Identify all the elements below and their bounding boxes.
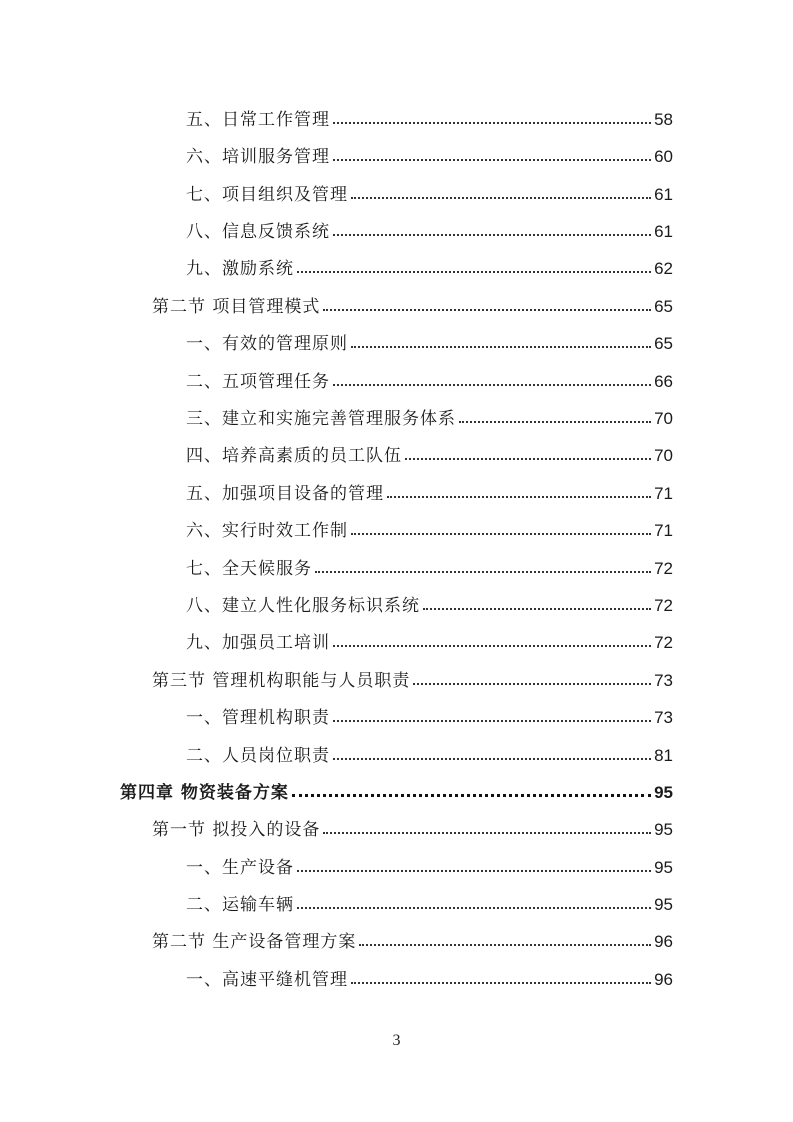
- toc-entry-title: 三、建立和实施完善管理服务体系: [186, 409, 456, 429]
- toc-dot-leader: [297, 870, 651, 872]
- toc-entry-title: 五、加强项目设备的管理: [186, 484, 384, 504]
- toc-dot-leader: [297, 907, 651, 909]
- toc-entry-title: 一、高速平缝机管理: [186, 970, 348, 990]
- toc-entry-page: 66: [654, 372, 673, 391]
- toc-entry-title: 七、项目组织及管理: [186, 185, 348, 205]
- toc-entry-title: 六、培训服务管理: [186, 147, 330, 167]
- toc-entry[interactable]: [186, 137, 673, 167]
- toc-entry-page: 95: [654, 783, 673, 802]
- toc-dot-leader: [333, 122, 651, 124]
- toc-entry-page: 96: [654, 932, 673, 951]
- toc-entry-title: 第二节 生产设备管理方案: [152, 932, 357, 952]
- toc-entry-page: 72: [654, 596, 673, 615]
- toc-entry-title: 六、实行时效工作制: [186, 521, 348, 541]
- toc-section-entry[interactable]: [152, 922, 673, 952]
- toc-entry[interactable]: [186, 511, 673, 541]
- toc-entry[interactable]: [186, 399, 673, 429]
- toc-section-entry[interactable]: [152, 287, 673, 317]
- toc-entry-page: 62: [654, 259, 673, 278]
- toc-dot-leader: [351, 197, 651, 199]
- toc-entry-page: 61: [654, 185, 673, 204]
- toc-entry-title: 第二节 项目管理模式: [152, 297, 321, 317]
- toc-entry-page: 71: [654, 521, 673, 540]
- toc-entry-title: 八、建立人性化服务标识系统: [186, 596, 420, 616]
- toc-dot-leader: [333, 720, 651, 722]
- toc-dot-leader: [413, 683, 651, 685]
- toc-entry[interactable]: [186, 249, 673, 279]
- toc-entry-page: 95: [654, 895, 673, 914]
- toc-entry-title: 二、人员岗位职责: [186, 746, 330, 766]
- toc-entry-title: 第一节 拟投入的设备: [152, 820, 321, 840]
- page-number: 3: [392, 1032, 401, 1049]
- toc-dot-leader: [351, 982, 651, 984]
- toc-entry-page: 60: [654, 147, 673, 166]
- toc-entry[interactable]: [186, 436, 673, 466]
- toc-dot-leader: [387, 496, 651, 498]
- toc-entry[interactable]: [186, 586, 673, 616]
- toc-entry-page: 70: [654, 409, 673, 428]
- toc-entry-title: 五、日常工作管理: [186, 110, 330, 130]
- toc-dot-leader: [459, 421, 651, 423]
- toc-dot-leader: [315, 571, 651, 573]
- toc-entry-page: 61: [654, 222, 673, 241]
- toc-entry[interactable]: [186, 885, 673, 915]
- toc-entry-title: 一、管理机构职责: [186, 708, 330, 728]
- toc-entry-page: 65: [654, 297, 673, 316]
- toc-entry[interactable]: [186, 362, 673, 392]
- toc-entry-title: 九、激励系统: [186, 259, 294, 279]
- toc-dot-leader: [323, 309, 651, 311]
- toc-entry[interactable]: [186, 848, 673, 878]
- toc-dot-leader: [333, 384, 651, 386]
- toc-entry-title: 二、五项管理任务: [186, 372, 330, 392]
- toc-entry-page: 73: [654, 708, 673, 727]
- toc-dot-leader: [351, 346, 651, 348]
- toc-entry-page: 71: [654, 484, 673, 503]
- toc-entry[interactable]: [186, 698, 673, 728]
- toc-entry-title: 一、生产设备: [186, 858, 294, 878]
- toc-dot-leader: [333, 645, 651, 647]
- toc-dot-leader: [359, 944, 651, 946]
- toc-entry-title: 第四章 物资装备方案: [120, 783, 289, 803]
- toc-entry-title: 四、培养高素质的员工队伍: [186, 446, 402, 466]
- toc-entry-page: 65: [654, 334, 673, 353]
- toc-entry-page: 72: [654, 633, 673, 652]
- toc-entry-title: 二、运输车辆: [186, 895, 294, 915]
- toc-entry-page: 96: [654, 970, 673, 989]
- toc-entry-page: 73: [654, 671, 673, 690]
- toc-dot-leader: [323, 832, 651, 834]
- toc-entry[interactable]: [186, 212, 673, 242]
- toc-entry-page: 70: [654, 446, 673, 465]
- toc-dot-leader: [292, 794, 651, 797]
- toc-dot-leader: [333, 234, 651, 236]
- toc-section-entry[interactable]: [152, 661, 673, 691]
- toc-entry-title: 第三节 管理机构职能与人员职责: [152, 671, 411, 691]
- toc-dot-leader: [405, 458, 651, 460]
- toc-section-entry[interactable]: [152, 810, 673, 840]
- toc-entry[interactable]: [186, 736, 673, 766]
- toc-dot-leader: [351, 533, 651, 535]
- toc-dot-leader: [333, 758, 651, 760]
- toc-entry-title: 一、有效的管理原则: [186, 334, 348, 354]
- toc-entry[interactable]: [186, 100, 673, 130]
- toc-entry-page: 95: [654, 858, 673, 877]
- toc-entry[interactable]: [186, 474, 673, 504]
- toc-entry[interactable]: [186, 960, 673, 990]
- toc-dot-leader: [423, 608, 651, 610]
- toc-entry[interactable]: [186, 623, 673, 653]
- toc-entry-title: 八、信息反馈系统: [186, 222, 330, 242]
- toc-entry-page: 81: [654, 746, 673, 765]
- toc-entry[interactable]: [186, 175, 673, 205]
- toc-chapter-entry[interactable]: [120, 773, 673, 803]
- toc-entry-title: 九、加强员工培训: [186, 633, 330, 653]
- toc-dot-leader: [333, 159, 651, 161]
- toc-entry-page: 95: [654, 820, 673, 839]
- toc-entry-title: 七、全天候服务: [186, 559, 312, 579]
- toc-entry-page: 58: [654, 110, 673, 129]
- toc-entry-page: 72: [654, 559, 673, 578]
- toc-entry[interactable]: [186, 549, 673, 579]
- toc-entry[interactable]: [186, 324, 673, 354]
- toc-dot-leader: [297, 271, 651, 273]
